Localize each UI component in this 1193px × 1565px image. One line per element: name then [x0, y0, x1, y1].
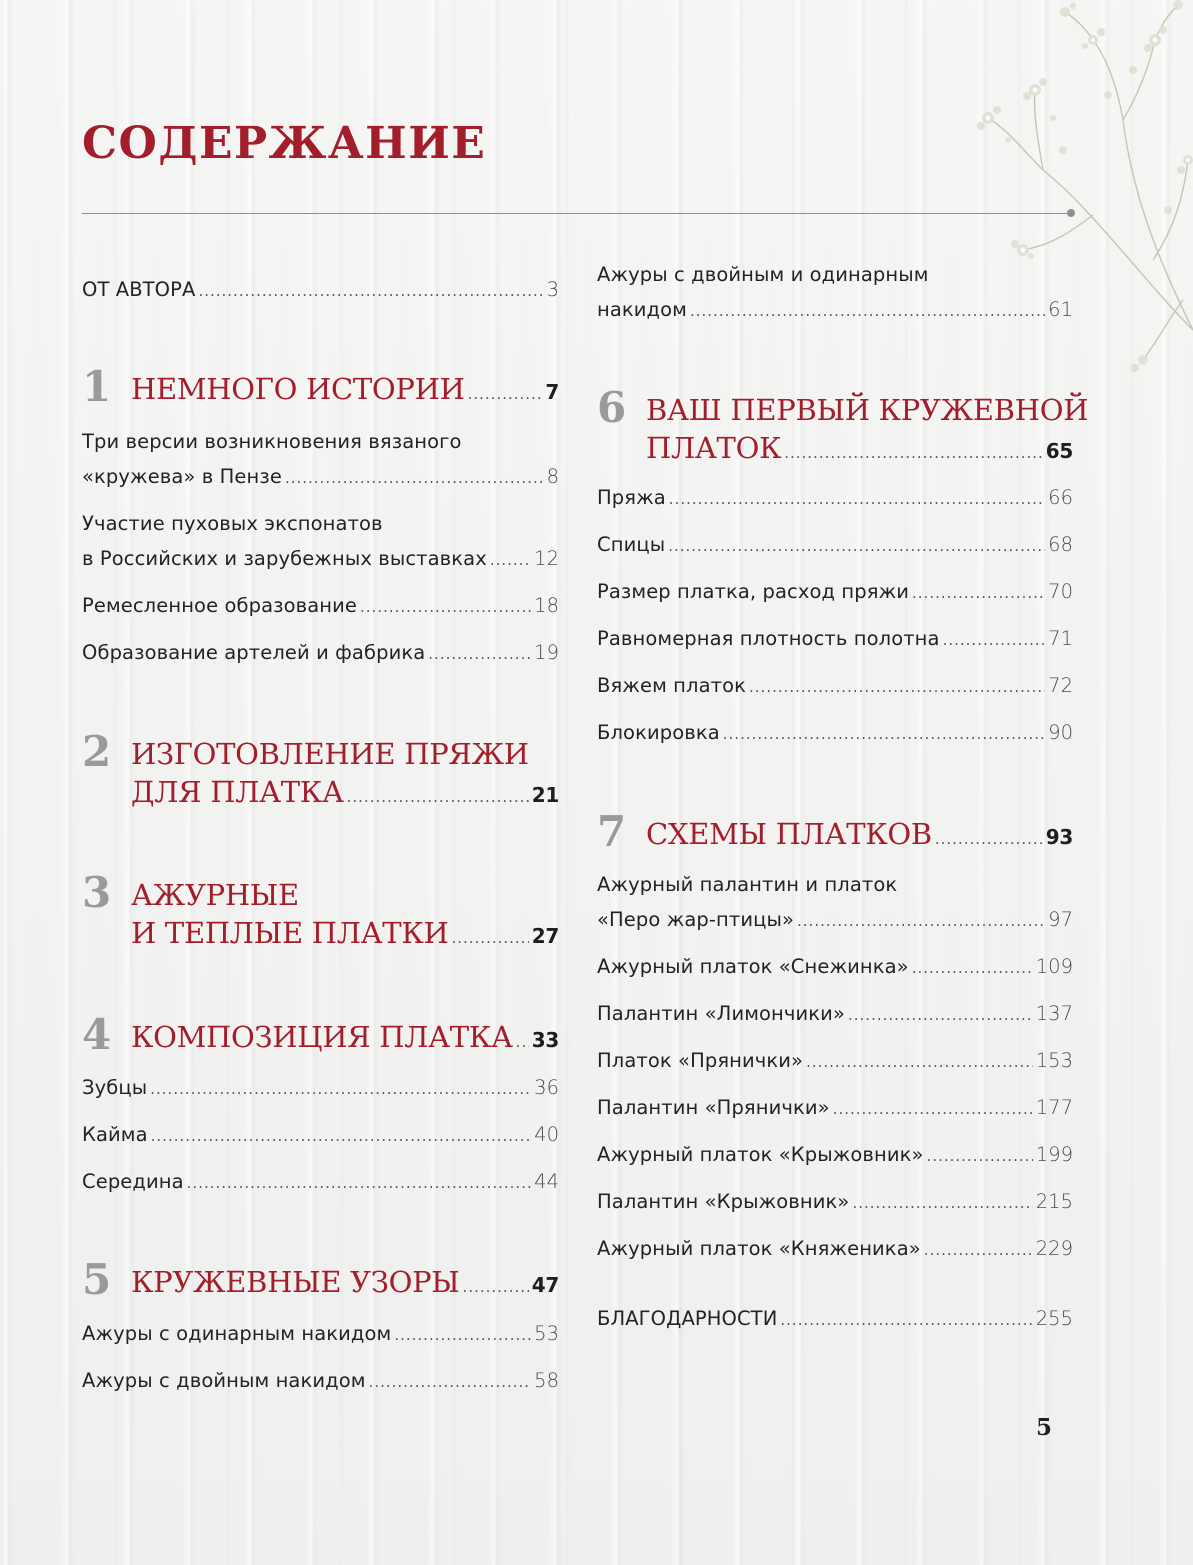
- toc-page-number: 66: [1048, 486, 1073, 509]
- dot-leader: [806, 1045, 1033, 1080]
- toc-entry[interactable]: [597, 996, 1073, 1033]
- toc-page-number: 58: [534, 1369, 559, 1392]
- toc-entry[interactable]: [597, 621, 1073, 658]
- toc-page-number: 177: [1035, 1096, 1073, 1119]
- toc-entry[interactable]: [82, 506, 559, 578]
- toc-entry[interactable]: [597, 574, 1073, 611]
- chapter-page-number: 7: [545, 380, 559, 404]
- toc-page-number: 61: [1048, 298, 1073, 321]
- gypsophila-branch-icon: [893, 0, 1193, 420]
- toc-entry[interactable]: [82, 1363, 559, 1400]
- toc-entry[interactable]: [597, 1137, 1073, 1174]
- chapter-title: ДЛЯ ПЛАТКА: [131, 775, 344, 809]
- dot-leader: [935, 820, 1043, 858]
- chapter-page-number: 47: [531, 1273, 559, 1297]
- toc-entry[interactable]: [597, 480, 1073, 517]
- toc-entry-label: Палантин «Лимончики»: [597, 1002, 845, 1025]
- toc-entry-author[interactable]: [82, 272, 559, 309]
- toc-entry-label: Вяжем платок: [597, 674, 747, 697]
- toc-entry-label: Ажуры с двойным накидом: [82, 1369, 366, 1392]
- chapter-3-heading[interactable]: [82, 868, 559, 957]
- chapter-page-number: 27: [531, 924, 559, 948]
- chapter-page-number: 93: [1045, 825, 1073, 849]
- toc-entry[interactable]: [597, 715, 1073, 752]
- toc-entry-thanks[interactable]: [597, 1301, 1073, 1338]
- chapter-title: ИЗГОТОВЛЕНИЕ ПРЯЖИ: [131, 737, 529, 771]
- dot-leader: [347, 778, 529, 816]
- dot-leader: [490, 543, 531, 578]
- toc-entry-label: Середина: [82, 1170, 184, 1193]
- toc-page-number: 137: [1035, 1002, 1073, 1025]
- dot-leader: [463, 1268, 529, 1306]
- toc-entry-label: Ажурный платок «Княженика»: [597, 1237, 921, 1260]
- toc-entry-label: Палантин «Прянички»: [597, 1096, 830, 1119]
- toc-page-number: 18: [534, 594, 559, 617]
- dot-leader: [198, 274, 543, 309]
- toc-page-number: 44: [534, 1170, 559, 1193]
- dot-leader: [150, 1072, 531, 1107]
- toc-entry[interactable]: [82, 424, 559, 496]
- dot-leader: [749, 670, 1045, 705]
- toc-entry[interactable]: [597, 1184, 1073, 1221]
- toc-page-number: 109: [1035, 955, 1073, 978]
- toc-entry-label: Пряжа: [597, 486, 666, 509]
- chapter-title: КОМПОЗИЦИЯ ПЛАТКА: [131, 1020, 513, 1054]
- toc-entry-label: Ажурный платок «Снежинка»: [597, 955, 909, 978]
- dot-leader: [924, 1233, 1033, 1268]
- dot-leader: [468, 375, 543, 413]
- toc-entry-label: «Перо жар-птицы»: [597, 908, 795, 931]
- dot-leader: [369, 1365, 532, 1400]
- toc-page-number: 8: [546, 465, 559, 488]
- toc-entry[interactable]: [82, 1070, 559, 1107]
- toc-page-number: 153: [1035, 1049, 1073, 1072]
- toc-entry-label: Зубцы: [82, 1076, 148, 1099]
- toc-entry[interactable]: [82, 1316, 559, 1353]
- dot-leader: [912, 951, 1033, 986]
- dot-leader: [428, 637, 531, 672]
- chapter-title: ВАШ ПЕРВЫЙ КРУЖЕВНОЙ: [646, 393, 1089, 427]
- toc-entry-label: Спицы: [597, 533, 666, 556]
- chapter-number: 4: [82, 1010, 112, 1059]
- dot-leader: [187, 1166, 532, 1201]
- page-number: 5: [1036, 1414, 1053, 1441]
- toc-page-number: 3: [546, 278, 559, 301]
- dot-leader: [797, 904, 1045, 939]
- toc-page-number: 215: [1035, 1190, 1073, 1213]
- dot-leader: [669, 482, 1045, 517]
- toc-entry[interactable]: [597, 1043, 1073, 1080]
- toc-page-number: 97: [1048, 908, 1073, 931]
- chapter-page-number: 33: [531, 1028, 559, 1052]
- chapter-title: АЖУРНЫЕ: [131, 878, 299, 912]
- toc-entry-label: Размер платка, расход пряжи: [597, 580, 910, 603]
- toc-entry[interactable]: [597, 949, 1073, 986]
- toc-page-number: 53: [534, 1322, 559, 1345]
- toc-entry-label: Блокировка: [597, 721, 720, 744]
- toc-page-number: 199: [1035, 1143, 1073, 1166]
- toc-page-number: 71: [1048, 627, 1073, 650]
- dot-leader: [360, 590, 531, 625]
- toc-entry[interactable]: [597, 1090, 1073, 1127]
- toc-entry-label: Кайма: [82, 1123, 148, 1146]
- toc-entry[interactable]: [82, 1117, 559, 1154]
- chapter-title: И ТЕПЛЫЕ ПЛАТКИ: [131, 916, 449, 950]
- toc-entry[interactable]: [597, 257, 1073, 329]
- toc-entry-label: Ажурный платок «Крыжовник»: [597, 1143, 924, 1166]
- toc-page-number: 229: [1035, 1237, 1073, 1260]
- toc-entry-label: Ремесленное образование: [82, 594, 358, 617]
- toc-page-number: 12: [534, 547, 559, 570]
- toc-page-number: 90: [1048, 721, 1073, 744]
- chapter-2-heading[interactable]: [82, 727, 559, 816]
- toc-entry[interactable]: [82, 588, 559, 625]
- chapter-number: 2: [82, 727, 112, 776]
- dot-leader: [516, 1023, 529, 1061]
- toc-entry-label: Ажуры с двойным и одинарным: [597, 263, 929, 286]
- toc-entry[interactable]: [597, 1231, 1073, 1268]
- dot-leader: [784, 434, 1043, 472]
- dot-leader: [833, 1092, 1033, 1127]
- toc-entry[interactable]: [82, 635, 559, 672]
- toc-entry-label: Три версии возникновения вязаного: [82, 430, 462, 453]
- chapter-page-number: 65: [1045, 439, 1073, 463]
- toc-entry[interactable]: [82, 1164, 559, 1201]
- dot-leader: [668, 529, 1045, 564]
- chapter-1-heading[interactable]: [82, 362, 559, 413]
- chapter-number: 1: [82, 362, 112, 411]
- toc-entry[interactable]: [597, 668, 1073, 705]
- toc-page-number: 19: [534, 641, 559, 664]
- toc-entry-label: «кружева» в Пензе: [82, 465, 282, 488]
- toc-page-number: 36: [534, 1076, 559, 1099]
- toc-page-number: 68: [1048, 533, 1073, 556]
- dot-leader: [780, 1303, 1032, 1338]
- toc-page-number: 40: [534, 1123, 559, 1146]
- dot-leader: [943, 623, 1046, 658]
- dot-leader: [723, 717, 1045, 752]
- chapter-number: 6: [597, 383, 627, 432]
- chapter-title: СХЕМЫ ПЛАТКОВ: [646, 817, 932, 851]
- toc-entry-label: ОТ АВТОРА: [82, 278, 196, 301]
- dot-leader: [151, 1119, 532, 1154]
- toc-entry-label: БЛАГОДАРНОСТИ: [597, 1307, 778, 1330]
- toc-entry-label: в Российских и зарубежных выставках: [82, 547, 487, 570]
- toc-entry-label: Платок «Прянички»: [597, 1049, 804, 1072]
- toc-page-number: 72: [1048, 674, 1073, 697]
- chapter-5-heading[interactable]: [82, 1255, 559, 1306]
- title-rule-dot: [1067, 209, 1075, 217]
- dot-leader: [690, 294, 1045, 329]
- dot-leader: [927, 1139, 1033, 1174]
- toc-entry[interactable]: [597, 527, 1073, 564]
- toc-entry-label: Участие пуховых экспонатов: [82, 512, 383, 535]
- chapter-number: 7: [597, 807, 627, 856]
- chapter-6-heading[interactable]: [597, 383, 1089, 472]
- toc-entry-label: Ажурный палантин и платок: [597, 873, 898, 896]
- toc-entry-label: накидом: [597, 298, 687, 321]
- toc-page-number: 70: [1048, 580, 1073, 603]
- chapter-number: 3: [82, 868, 112, 917]
- dot-leader: [394, 1318, 531, 1353]
- dot-leader: [912, 576, 1045, 611]
- chapter-7-heading[interactable]: [597, 807, 1073, 858]
- chapter-page-number: 21: [531, 783, 559, 807]
- dot-leader: [852, 1186, 1032, 1221]
- toc-entry-label: Образование артелей и фабрика: [82, 641, 426, 664]
- toc-entry-label: Ажуры с одинарным накидом: [82, 1322, 392, 1345]
- chapter-title: НЕМНОГО ИСТОРИИ: [131, 372, 465, 406]
- toc-page-number: 255: [1035, 1307, 1073, 1330]
- page-title: СОДЕРЖАНИЕ: [82, 118, 487, 169]
- dot-leader: [848, 998, 1033, 1033]
- chapter-title: ПЛАТОК: [646, 431, 782, 465]
- dot-leader: [285, 461, 544, 496]
- toc-entry[interactable]: [597, 867, 1073, 939]
- chapter-title: КРУЖЕВНЫЕ УЗОРЫ: [131, 1265, 460, 1299]
- chapter-number: 5: [82, 1255, 112, 1304]
- title-rule: [82, 213, 1070, 214]
- toc-entry-label: Равномерная плотность полотна: [597, 627, 940, 650]
- toc-entry-label: Палантин «Крыжовник»: [597, 1190, 850, 1213]
- dot-leader: [451, 919, 528, 957]
- chapter-4-heading[interactable]: [82, 1010, 559, 1061]
